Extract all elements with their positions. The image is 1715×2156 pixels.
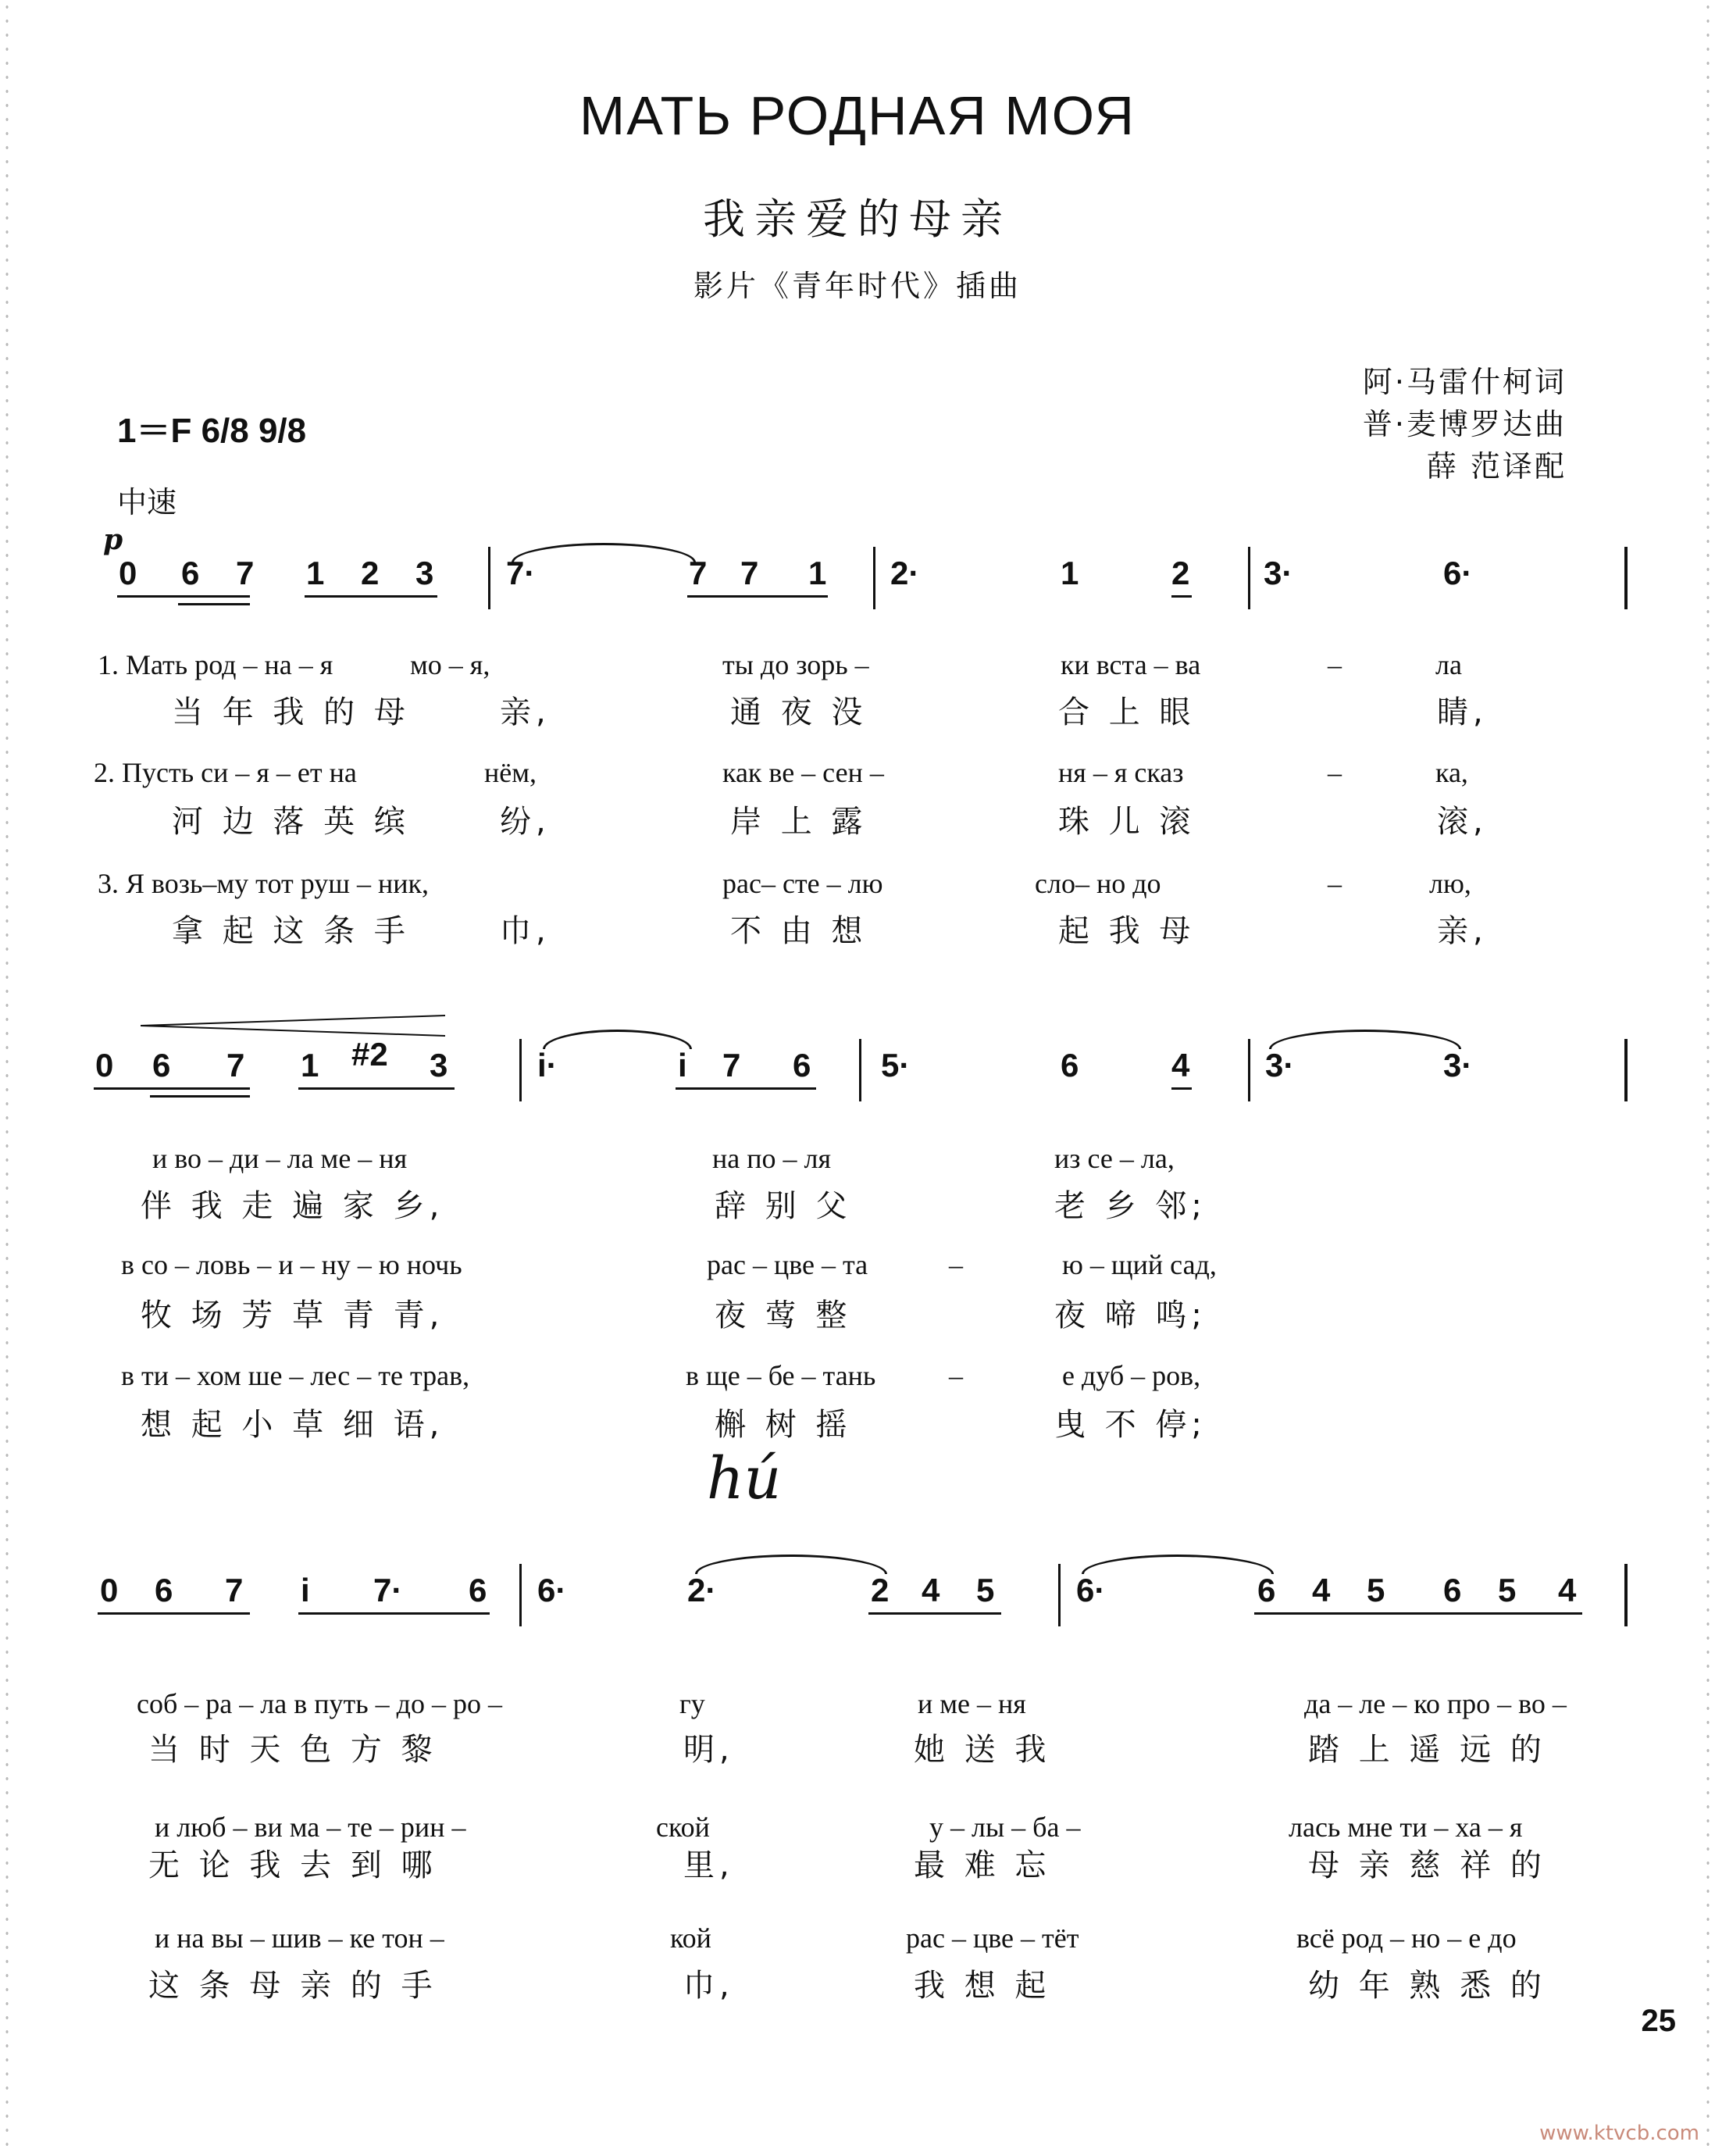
barline [519, 1564, 522, 1626]
lyric-cn: 伴 我 走 遍 家 乡, [141, 1188, 444, 1224]
lyric-cn: 不 由 想 [730, 913, 868, 949]
lyric-ru: лю, [1429, 868, 1471, 899]
beam [150, 1095, 250, 1098]
lyric-cn: 起 我 母 [1058, 913, 1196, 949]
lyric-cn: 槲 树 摇 [715, 1407, 852, 1443]
lyric-ru: мо – я, [410, 649, 490, 680]
notes-system-3 [0, 1572, 1715, 1619]
lyric-ru: ня – я сказ [1058, 757, 1184, 788]
lyric-ru: рас – цве – тёт [906, 1922, 1079, 1954]
note: 6 [469, 1572, 487, 1608]
lyric-ru: ю – щий сад, [1062, 1249, 1217, 1280]
lyric-cn: 母 亲 慈 祥 的 [1308, 1847, 1546, 1883]
note: 2· [890, 555, 920, 591]
barline [1624, 547, 1628, 609]
note: 1 [306, 555, 325, 591]
title-russian: МАТЬ РОДНАЯ МОЯ [579, 85, 1136, 146]
dynamic-marking: p [103, 523, 123, 556]
subtitle: 影片《青年时代》插曲 [693, 269, 1022, 303]
lyric-ru: – [1328, 757, 1342, 788]
lyric-cn: 里, [683, 1847, 734, 1883]
note: 5 [1367, 1572, 1385, 1608]
lyric-cn: 踏 上 遥 远 的 [1308, 1732, 1546, 1768]
beam [94, 1087, 250, 1090]
watermark: www.ktvcb.com [1539, 2122, 1699, 2145]
barline [519, 1039, 522, 1101]
lyric-cn: 当 年 我 的 母 [172, 694, 410, 730]
note: 1 [808, 555, 827, 591]
lyric-ru: у – лы – ба – [929, 1812, 1081, 1843]
note: 0 [119, 555, 137, 591]
credit-lyricist: 阿·马雷什柯词 [1362, 365, 1567, 399]
lyric-ru: на по – ля [712, 1143, 832, 1174]
tie [1269, 1030, 1461, 1049]
note: 5 [1498, 1572, 1517, 1608]
lyric-cn: 牧 场 芳 草 青 青, [141, 1298, 444, 1333]
note: #2 [351, 1036, 388, 1073]
barline [1248, 1039, 1250, 1101]
barline [1624, 1564, 1628, 1626]
beam [117, 595, 250, 598]
note: 0 [95, 1047, 114, 1083]
lyric-cn: 辞 别 父 [715, 1188, 852, 1224]
lyric-cn: 夜 莺 整 [715, 1298, 852, 1333]
note: 1 [301, 1047, 319, 1083]
beam [298, 1612, 490, 1615]
note: 7 [722, 1047, 741, 1083]
lyric-cn: 幼 年 熟 悉 的 [1308, 1968, 1546, 2004]
lyric-cn: 亲, [500, 694, 551, 730]
note: 5· [881, 1047, 911, 1083]
note: 6· [1443, 555, 1473, 591]
credit-composer: 普·麦博罗达曲 [1362, 407, 1567, 441]
lyric-ru: как ве – сен – [722, 757, 884, 788]
note: 3 [415, 555, 434, 591]
note: 4 [1558, 1572, 1577, 1608]
lyric-ru: соб – ра – ла в путь – до – ро – [137, 1688, 502, 1719]
lyric-ru: – [1328, 649, 1342, 680]
credit-translator: 薛 范译配 [1426, 449, 1567, 484]
tie [1082, 1555, 1274, 1574]
note: 1 [1061, 555, 1079, 591]
beam [687, 595, 828, 598]
barline [488, 547, 490, 609]
note: 6· [537, 1572, 567, 1608]
lyric-cn: 睛, [1437, 694, 1488, 730]
note: 7 [225, 1572, 244, 1608]
notes-system-1 [0, 555, 1715, 601]
note: 6 [793, 1047, 811, 1083]
note: 6 [1257, 1572, 1276, 1608]
lyric-ru: нём, [484, 757, 537, 788]
note: 7· [506, 555, 536, 591]
lyric-cn: 最 难 忘 [914, 1847, 1051, 1883]
note: i [301, 1572, 310, 1608]
beam [1171, 1087, 1192, 1090]
lyric-ru: сло– но до [1035, 868, 1161, 899]
lyric-cn: 无 论 我 去 到 哪 [148, 1847, 437, 1883]
lyric-ru: – [949, 1360, 963, 1391]
beam [1171, 595, 1192, 598]
lyric-ru: в ти – хом ше – лес – те трав, [121, 1360, 470, 1391]
note: 6 [1443, 1572, 1462, 1608]
lyric-cn: 夜 啼 鸣; [1054, 1298, 1207, 1333]
lyric-ru: и во – ди – ла ме – ня [152, 1143, 408, 1174]
barline [873, 547, 875, 609]
note: 7· [373, 1572, 403, 1608]
barline [1248, 547, 1250, 609]
barline [1624, 1039, 1628, 1101]
note: 6 [152, 1047, 171, 1083]
lyric-ru: всё род – но – е до [1296, 1922, 1517, 1954]
note: 6 [1061, 1047, 1079, 1083]
lyric-cn: 巾, [500, 913, 551, 949]
lyric-cn: 滚, [1437, 804, 1488, 840]
lyric-ru: ка, [1435, 757, 1468, 788]
note: 2· [687, 1572, 717, 1608]
lyric-cn: 纷, [500, 804, 551, 840]
lyric-cn: 曳 不 停; [1054, 1407, 1207, 1443]
lyric-cn: 巾, [683, 1968, 734, 2004]
lyric-ru: ла [1435, 649, 1462, 680]
handwritten-note: hú [707, 1445, 782, 1512]
lyric-ru: и люб – ви ма – те – рин – [155, 1812, 466, 1843]
lyric-ru: кой [670, 1922, 711, 1954]
page-number: 25 [1641, 2004, 1676, 2038]
lyric-cn: 合 上 眼 [1058, 694, 1196, 730]
lyric-ru: ки вста – ва [1061, 649, 1201, 680]
beam [178, 603, 250, 605]
lyric-cn: 通 夜 没 [730, 694, 868, 730]
crescendo-mark [141, 1014, 447, 1037]
tempo-marking: 中速 [117, 485, 177, 519]
beam [298, 1087, 455, 1090]
lyric-ru: гу [679, 1688, 705, 1719]
lyric-cn: 珠 儿 滚 [1058, 804, 1196, 840]
lyric-cn: 想 起 小 草 细 语, [141, 1407, 444, 1443]
barline [859, 1039, 861, 1101]
lyric-cn: 这 条 母 亲 的 手 [148, 1968, 437, 2004]
lyric-ru: рас – цве – та [707, 1249, 868, 1280]
tie [695, 1555, 887, 1574]
note: 4 [1171, 1047, 1190, 1083]
lyric-ru: из се – ла, [1054, 1143, 1175, 1174]
beam [868, 1612, 1001, 1615]
lyric-cn: 当 时 天 色 方 黎 [148, 1732, 437, 1768]
key-signature: 1＝F 6/8 9/8 [117, 412, 307, 450]
lyric-cn: 拿 起 这 条 手 [172, 913, 410, 949]
note: 2 [361, 555, 380, 591]
note: 4 [1312, 1572, 1331, 1608]
lyric-ru: 2. Пусть си – я – ет на [94, 757, 357, 788]
note: 6 [155, 1572, 173, 1608]
note: 7 [689, 555, 708, 591]
tie [543, 1030, 692, 1049]
beam [98, 1612, 250, 1615]
note: 2 [871, 1572, 890, 1608]
tie [512, 543, 696, 562]
lyric-ru: – [949, 1249, 963, 1280]
beam [305, 595, 437, 598]
lyric-ru: – [1328, 868, 1342, 899]
note: 0 [100, 1572, 119, 1608]
barline [1058, 1564, 1061, 1626]
note: 7 [226, 1047, 245, 1083]
lyric-cn: 亲, [1437, 913, 1488, 949]
lyric-ru: ты до зорь – [722, 649, 869, 680]
lyric-ru: е дуб – ров, [1062, 1360, 1201, 1391]
lyric-cn: 她 送 我 [914, 1732, 1051, 1768]
note: 3· [1443, 1047, 1473, 1083]
lyric-ru: да – ле – ко про – во – [1304, 1688, 1567, 1719]
note: 3· [1265, 1047, 1295, 1083]
note: i· [537, 1047, 558, 1083]
note: 2 [1171, 555, 1190, 591]
lyric-ru: 3. Я возь–му тот руш – ник, [98, 868, 429, 899]
lyric-cn: 明, [683, 1732, 734, 1768]
lyric-ru: в со – ловь – и – ну – ю ночь [121, 1249, 462, 1280]
lyric-ru: лась мне ти – ха – я [1289, 1812, 1523, 1843]
lyric-cn: 老 乡 邻; [1054, 1188, 1207, 1224]
note: i [678, 1047, 687, 1083]
lyric-cn: 河 边 落 英 缤 [172, 804, 410, 840]
note: 3· [1264, 555, 1293, 591]
beam [1254, 1612, 1582, 1615]
lyric-ru: ской [656, 1812, 710, 1843]
beam [676, 1087, 816, 1090]
lyric-ru: рас– сте – лю [722, 868, 883, 899]
note: 3 [430, 1047, 448, 1083]
lyric-ru: и на вы – шив – ке тон – [155, 1922, 444, 1954]
lyric-cn: 我 想 起 [914, 1968, 1051, 2004]
lyric-cn: 岸 上 露 [730, 804, 868, 840]
note: 7 [236, 555, 255, 591]
note: 6· [1076, 1572, 1106, 1608]
note: 5 [976, 1572, 995, 1608]
lyric-ru: и ме – ня [918, 1688, 1026, 1719]
lyric-ru-v1-s1: 1. Мать род – на – я [98, 649, 333, 680]
title-chinese: 我亲爱的母亲 [703, 195, 1012, 244]
note: 4 [922, 1572, 940, 1608]
note: 6 [181, 555, 200, 591]
note: 7 [740, 555, 759, 591]
lyric-ru: в ще – бе – тань [686, 1360, 876, 1391]
notes-system-2 [0, 1036, 1715, 1094]
